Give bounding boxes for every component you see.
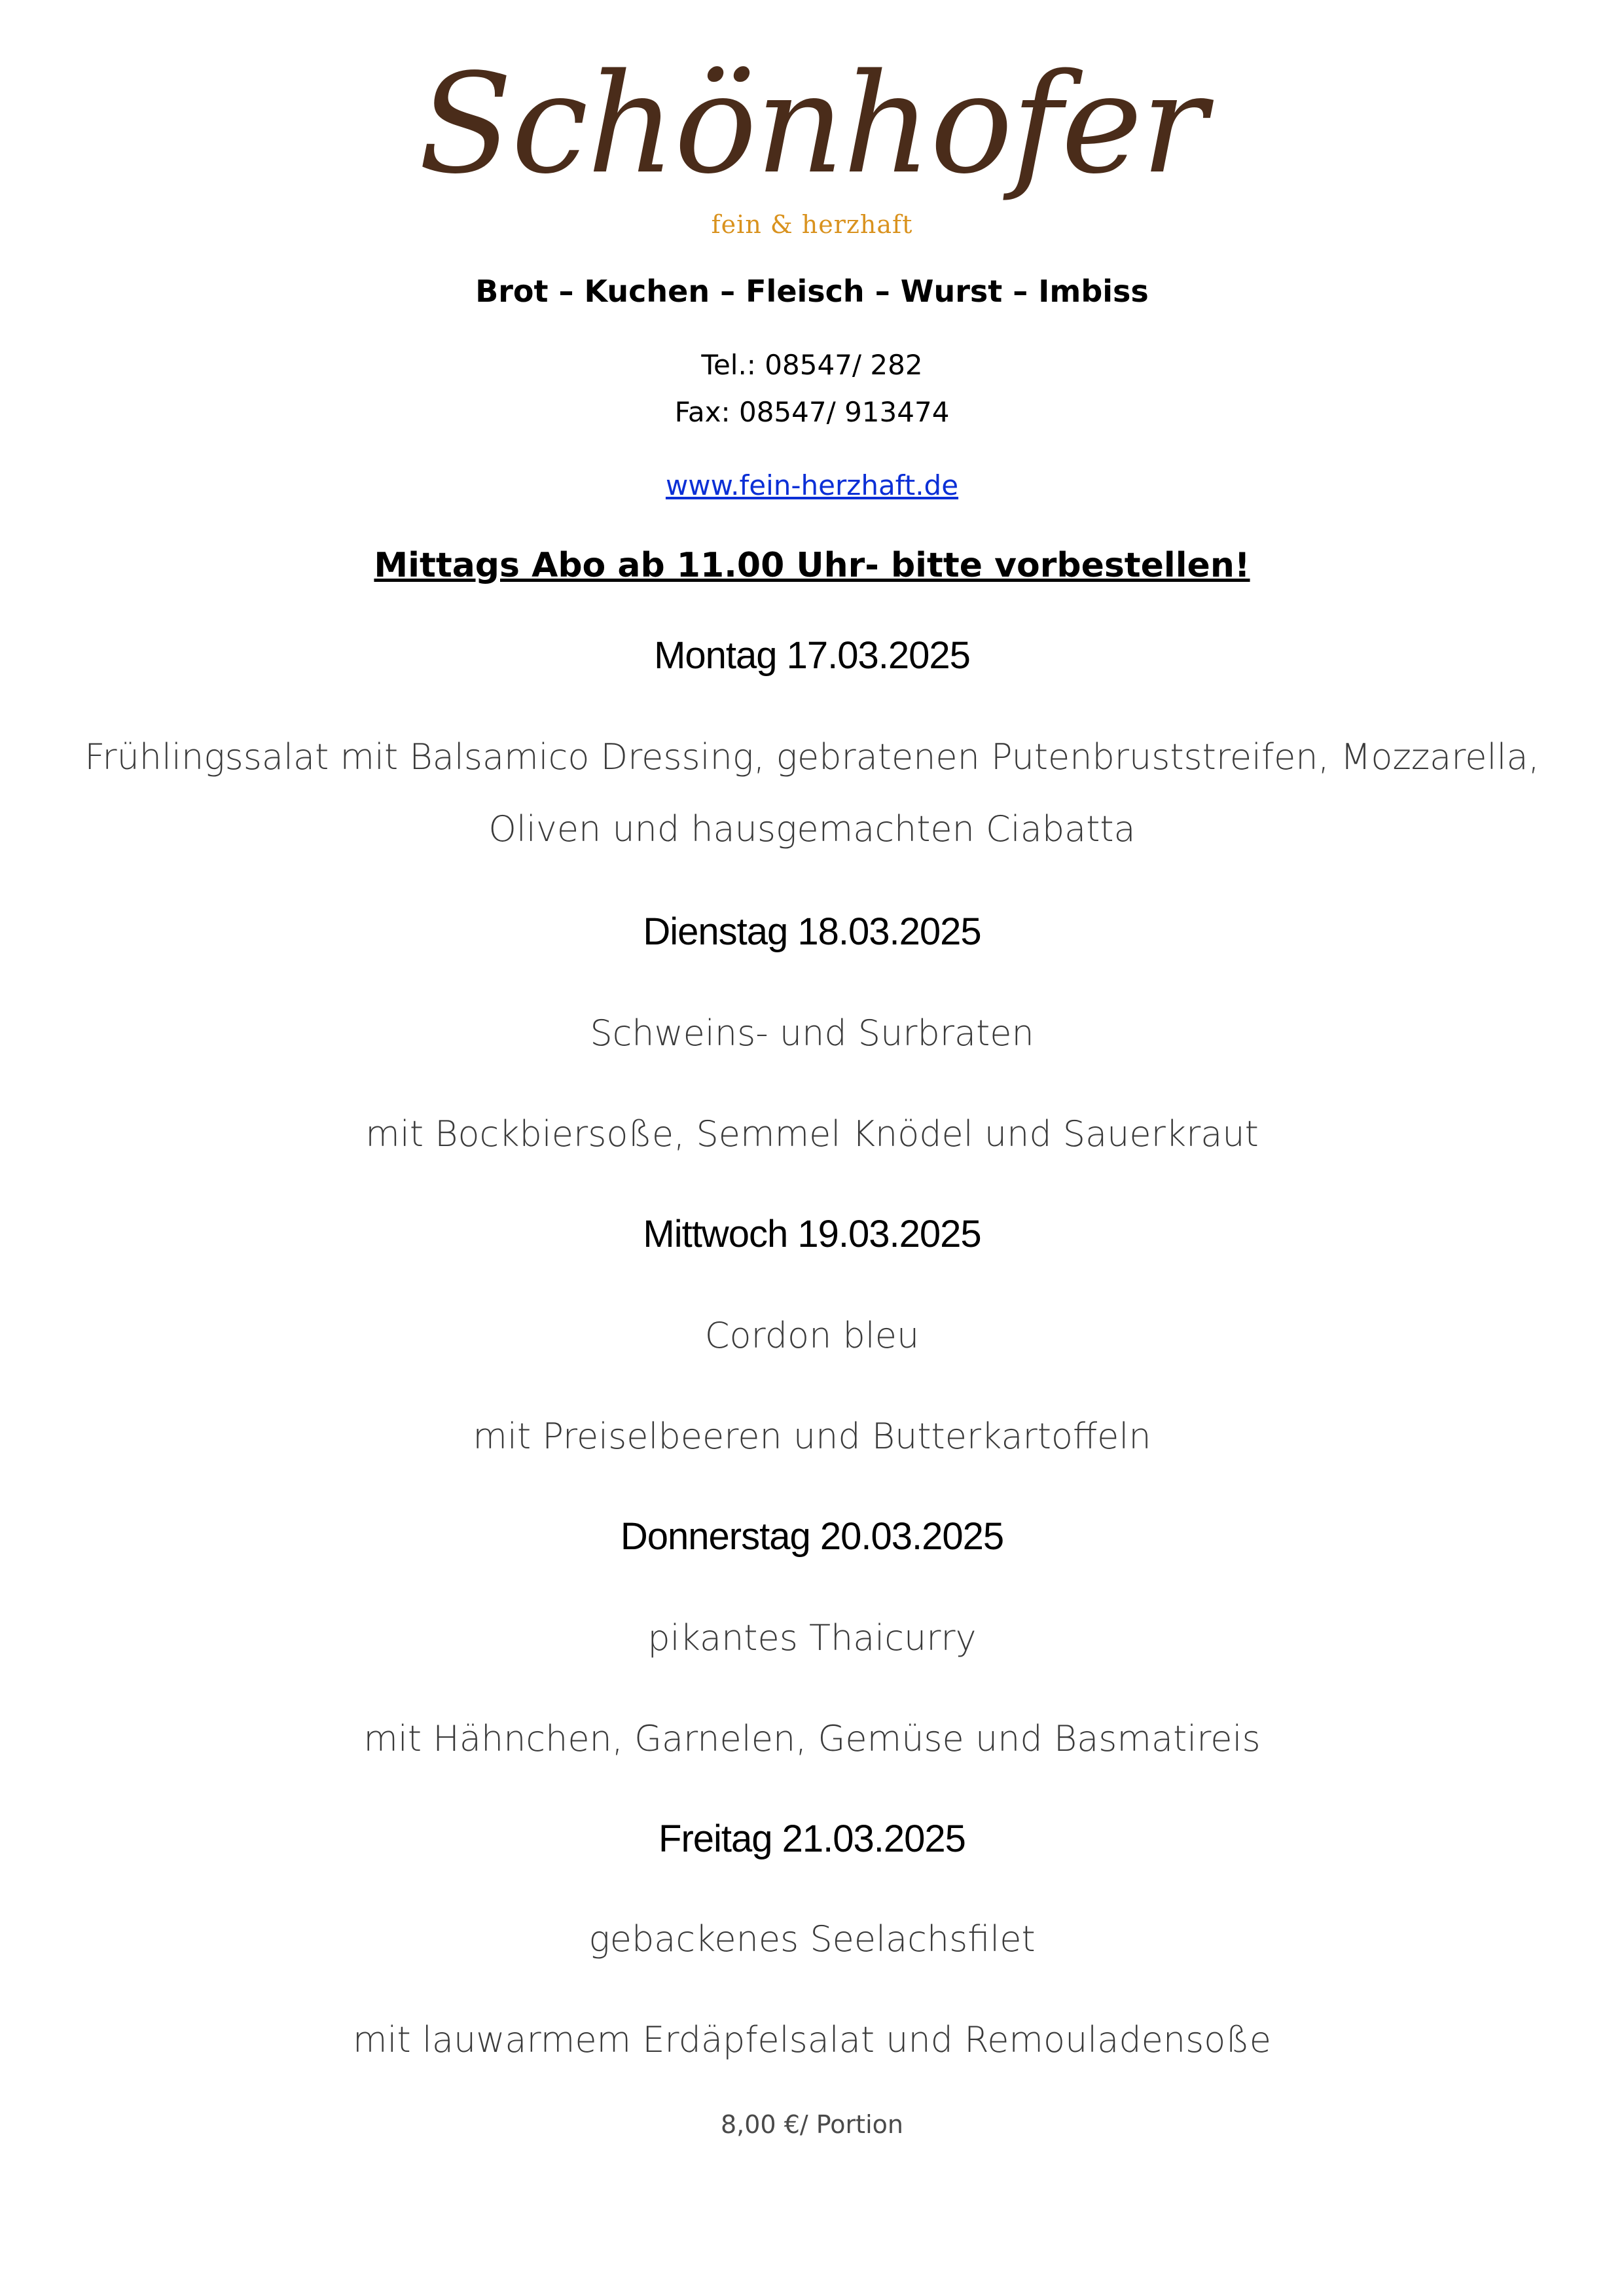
day-title-tuesday: Dienstag 18.03.2025	[643, 910, 981, 953]
day-title-wednesday: Mittwoch 19.03.2025	[643, 1213, 981, 1255]
dish-line-monday-2: Oliven und hausgemachten Ciabatta	[488, 808, 1136, 850]
dish-line-wednesday-2: mit Preiselbeeren und Butterkartoffeln	[473, 1416, 1151, 1457]
lunch-subscription-notice: Mittags Abo ab 11.00 Uhr- bitte vorbestellen!	[374, 546, 1250, 585]
dish-line-thursday-2: mit Hähnchen, Garnelen, Gemüse und Basmatireis	[363, 1718, 1261, 1759]
fax-number: Fax: 08547/ 913474	[674, 396, 950, 428]
dish-line-wednesday-1: Cordon bleu	[704, 1315, 920, 1356]
website-line	[0, 466, 1624, 505]
price-per-portion: 8,00 €/ Portion	[721, 2110, 903, 2139]
day-title-thursday: Donnerstag 20.03.2025	[620, 1515, 1004, 1558]
dish-line-thursday-1: pikantes Thaicurry	[647, 1617, 977, 1659]
day-title-monday: Montag 17.03.2025	[654, 634, 970, 677]
dish-line-tuesday-1: Schweins- und Surbraten	[590, 1013, 1034, 1054]
dish-line-tuesday-2: mit Bockbiersoße, Semmel Knödel und Sauerkraut	[365, 1113, 1259, 1155]
categories-line: Brot – Kuchen – Fleisch – Wurst – Imbiss	[475, 274, 1149, 309]
day-title-friday: Freitag 21.03.2025	[659, 1818, 965, 1860]
phone-number: Tel.: 08547/ 282	[701, 349, 923, 381]
dish-line-monday-1: Frühlingssalat mit Balsamico Dressing, gebratenen Putenbruststreifen, Mozzarella,	[84, 736, 1540, 778]
logo-tagline: fein & herzhaft	[711, 210, 913, 239]
logo-wordmark: Schönhofer	[418, 44, 1206, 204]
dish-line-friday-2: mit lauwarmem Erdäpfelsalat und Remouladensoße	[352, 2019, 1272, 2060]
dish-line-friday-1: gebackenes Seelachsfilet	[588, 1918, 1036, 1960]
website-link[interactable]: www.fein-herzhaft.de	[665, 469, 959, 501]
